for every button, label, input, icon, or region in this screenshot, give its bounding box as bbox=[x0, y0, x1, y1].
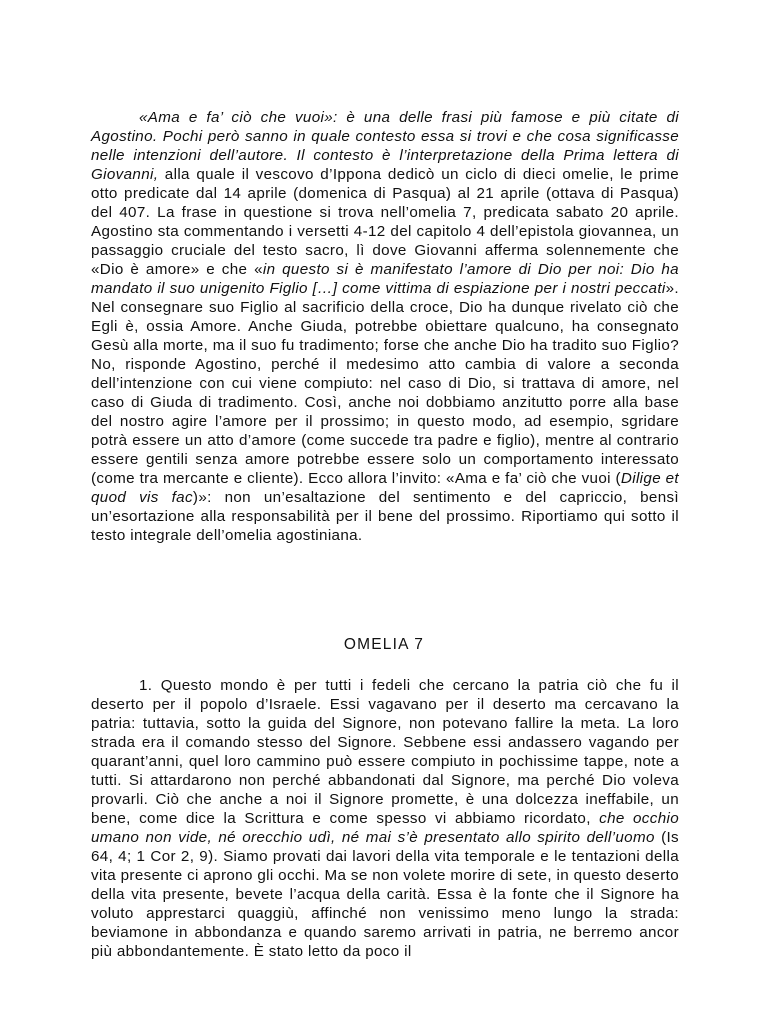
intro-paragraph bbox=[91, 108, 679, 545]
homily-paragraph bbox=[91, 676, 679, 961]
latin-phrase: Dilige et quod vis fac bbox=[91, 470, 679, 506]
homily-text-1: 1. Questo mondo è per tutti i fedeli che cercano la patria ciò che fu il deserto per il popolo d’Israele. Essi vagavano per il deserto ma cercavano la patria: tuttavia, sotto la guida del Signore, non potevano fallire la meta. La loro strada era il comando stesso del Signore. Sebbene essi andassero vagando per quarant’anni, quel loro cammino può essere compiuto in pochissime tappe, note a tutti. Si attardarono non perché abbandonati dal Signore, ma perché Dio voleva provarli. Ciò che anche a noi il Signore promette, è una dolcezza ineffabile, un bene, come dice la Scrittura e come spesso vi abbiamo ricordato, bbox=[91, 677, 679, 827]
intro-text-3: ». Nel consegnare suo Figlio al sacrificio della croce, Dio ha dunque rivelato ciò che Egli è, ossia Amore. Anche Giuda, potrebbe obiettare qualcuno, ha consegnato Gesù alla morte, ma il suo fu tradimento; forse che anche Dio ha tradito suo Figlio? No, risponde Agostino, perché il medesimo atto cambia di valore a seconda dell’intenzione con cui viene compiuto: nel caso di Dio, si trattava di amore, nel caso di Giuda di tradimento. Così, anche noi dobbiamo anzitutto porre alla base del nostro agire l’amore per il prossimo; in questo modo, ad esempio, sgridare potrà essere un atto d’amore (come succede tra padre e figlio), mentre al contrario essere gentili senza amore potrebbe essere solo un comportamento interessato (come tra mercante e cliente). Ecco allora l’invito: «Ama e fa’ ciò che vuoi bbox=[91, 280, 679, 487]
scripture-quote: che occhio umano non vide, né orecchio udì, né mai s’è presentato allo spirito dell’uomo bbox=[91, 810, 680, 846]
section-heading: OMELIA 7 bbox=[343, 636, 425, 653]
homily-text-2: (Is 64, 4; 1 Cor 2, 9). Siamo provati dai lavori della vita temporale e le tentazioni della vita presente ci aprono gli occhi. Ma se non volete morire di sete, in questo deserto della vita presente, bevete l’acqua della carità. Essa è la fonte che il Signore ha voluto apprestarci quaggiù, affinché non venissimo meno lungo la strada: beviamone in abbondanza e quando saremo arrivati in patria, ne berremo ancor più abbondantemente. È stato letto da poco il bbox=[91, 829, 679, 960]
intro-text-2: alla quale il vescovo d’Ippona dedicò un ciclo di dieci omelie, le prime otto predicate dal 14 aprile (domenica di Pasqua) al 21 aprile (ottava di Pasqua) del 407. La frase in questione si trova nell’omelia 7, predicata sabato 20 aprile. Agostino sta commentando i versetti 4-12 del capitolo 4 dell’epistola giovannea, un passaggio cruciale del testo sacro, lì dove Giovanni afferma solennemente che «Dio è amore» e che « bbox=[91, 166, 679, 278]
intro-text-5: )»: non un’esaltazione del sentimento e del capriccio, bensì un’esortazione alla responsabilità per il bene del prossimo. Riportiamo qui sotto il testo integrale dell’omelia agostiniana. bbox=[91, 489, 679, 544]
intro-quote: in questo si è manifestato l’amore di Dio per noi: Dio ha mandato il suo unigenito Figlio […] come vittima di espiazione per i nostri peccati bbox=[91, 261, 679, 297]
intro-text-1: «Ama e fa’ ciò che vuoi»: è una delle frasi più famose e più citate di Agostino. Pochi però sanno in quale contesto essa si trovi e che cosa significasse nelle intenzioni dell’autore. Il contesto è l’interpretazione della Prima lettera di Giovanni, bbox=[91, 109, 679, 183]
intro-text-4: ( bbox=[610, 470, 621, 487]
